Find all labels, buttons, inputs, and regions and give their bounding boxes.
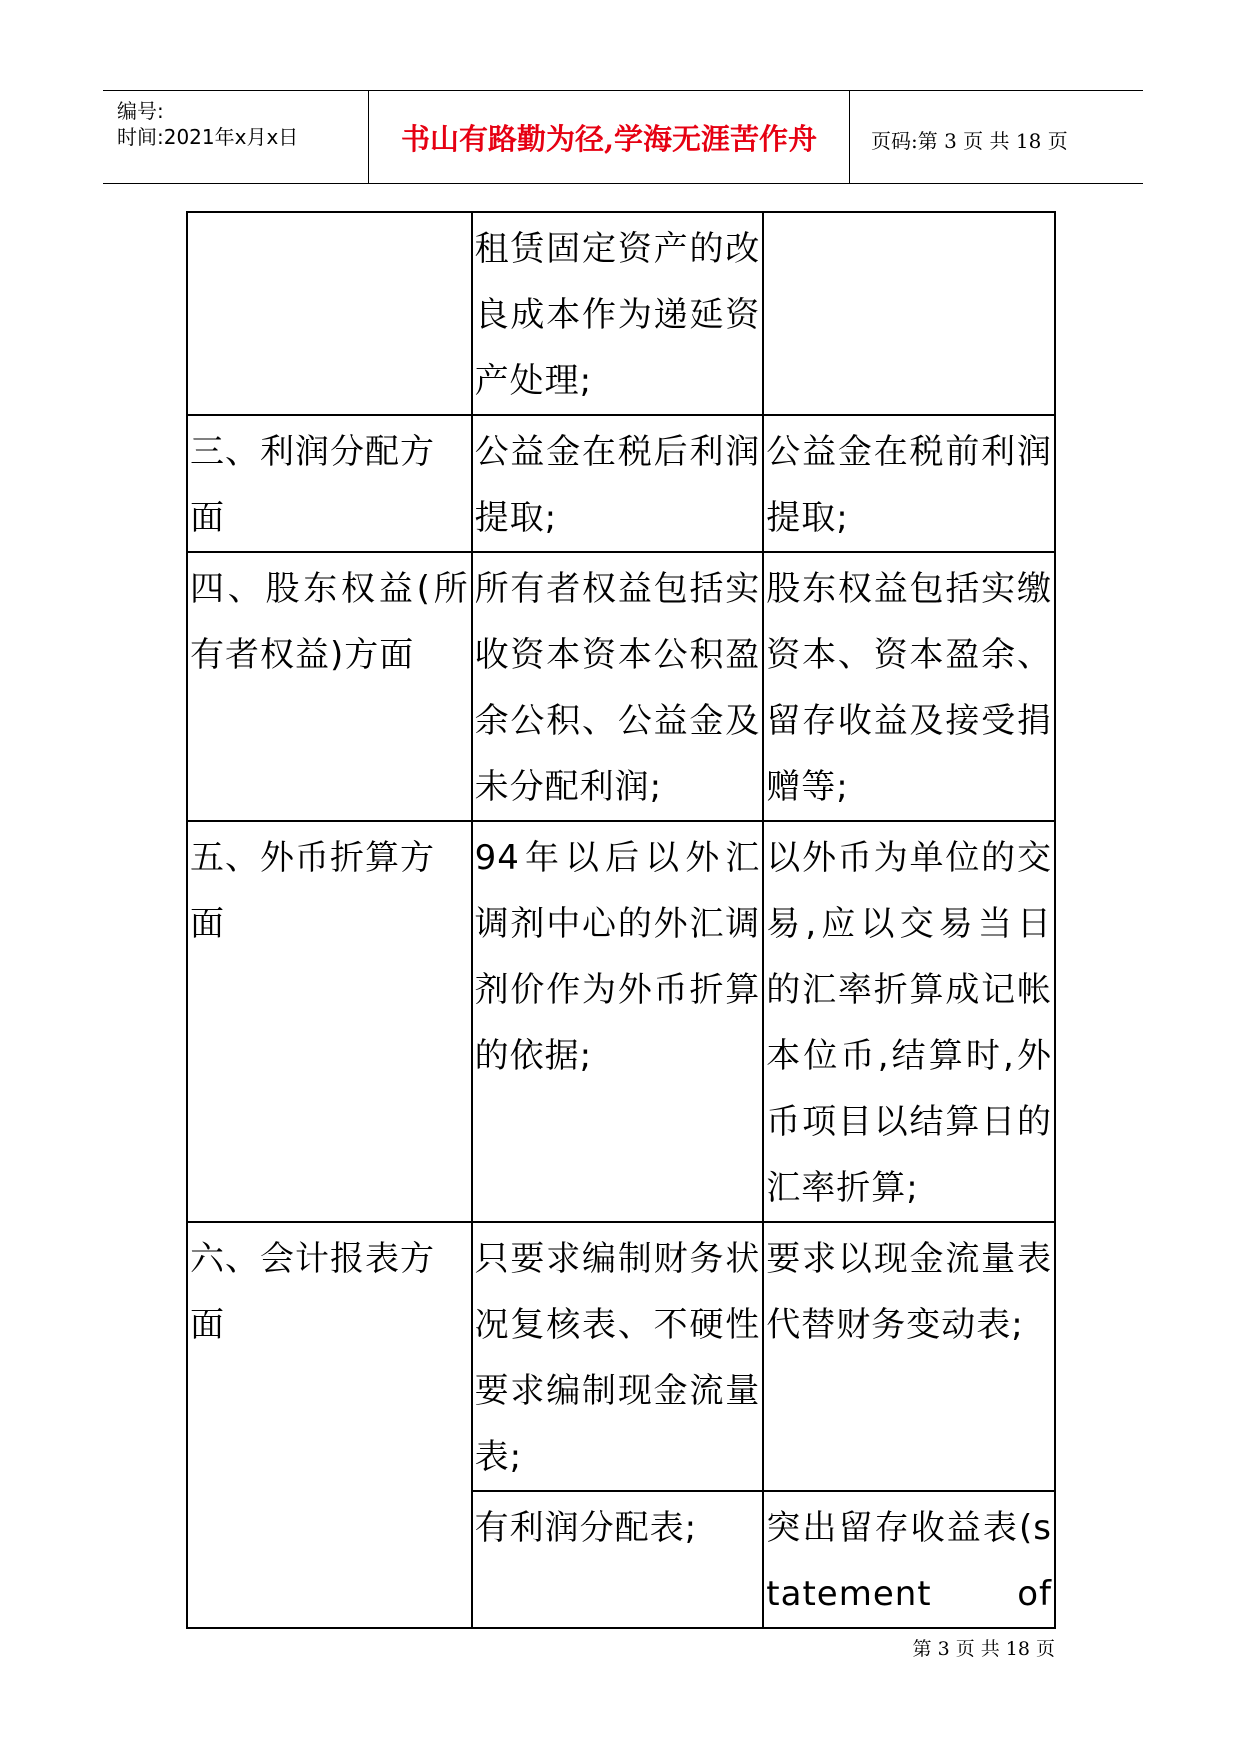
table-cell-international: 突出留存收益表(statement of xyxy=(763,1491,1055,1628)
table-cell-international: 股东权益包括实缴资本、资本盈余、留存收益及接受捐赠等; xyxy=(763,552,1055,821)
table-cell-domestic: 租赁固定资产的改良成本作为递延资产处理; xyxy=(472,212,764,415)
footer-page-number: 第 3 页 共 18 页 xyxy=(912,1638,1055,1660)
table-row xyxy=(187,1222,1055,1491)
page-header xyxy=(103,90,1143,184)
table-cell-category xyxy=(187,212,472,415)
table-row xyxy=(187,212,1055,415)
table-cell-international: 要求以现金流量表代替财务变动表; xyxy=(763,1222,1055,1491)
comparison-table xyxy=(186,211,1056,1629)
table-row xyxy=(187,821,1055,1222)
header-motto-cell xyxy=(369,91,850,183)
header-page-info: 页码:第 3 页 共 18 页 xyxy=(871,129,1068,153)
table-cell-international xyxy=(763,212,1055,415)
table-cell-category: 三、利润分配方面 xyxy=(187,415,472,552)
header-motto: 书山有路勤为径,学海无涯苦作舟 xyxy=(400,122,818,156)
header-left-cell xyxy=(103,91,369,183)
table-cell-category: 六、会计报表方面 xyxy=(187,1222,472,1628)
table-cell-domestic: 只要求编制财务状况复核表、不硬性要求编制现金流量表; xyxy=(472,1222,764,1491)
table-cell-domestic: 有利润分配表; xyxy=(472,1491,764,1628)
table-cell-domestic: 所有者权益包括实收资本资本公积盈余公积、公益金及未分配利润; xyxy=(472,552,764,821)
document-number-label: 编号: xyxy=(117,99,164,123)
table-row xyxy=(187,415,1055,552)
table-cell-domestic: 94年以后以外汇调剂中心的外汇调剂价作为外币折算的依据; xyxy=(472,821,764,1222)
table-cell-category: 四、股东权益(所有者权益)方面 xyxy=(187,552,472,821)
document-time-label: 时间:2021年x月x日 xyxy=(117,125,299,149)
table-cell-international: 以外币为单位的交易,应以交易当日的汇率折算成记帐本位币,结算时,外币项目以结算日的汇率折算; xyxy=(763,821,1055,1222)
table-cell-domestic: 公益金在税后利润提取; xyxy=(472,415,764,552)
table-cell-category: 五、外币折算方面 xyxy=(187,821,472,1222)
table-row xyxy=(187,552,1055,821)
table-cell-international: 公益金在税前利润提取; xyxy=(763,415,1055,552)
